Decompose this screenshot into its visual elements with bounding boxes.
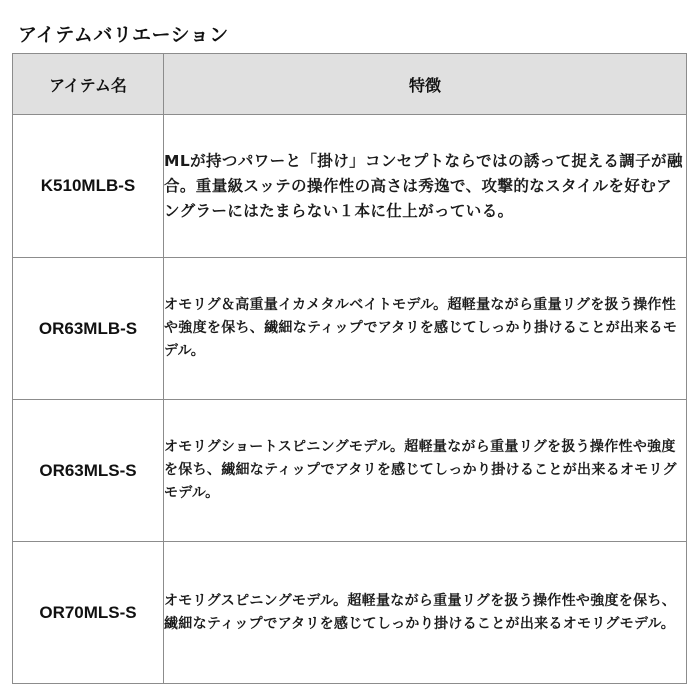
item-name-cell: OR70MLS-S xyxy=(13,542,164,684)
header-item-name: アイテム名 xyxy=(13,54,164,115)
item-feature-cell: オモリグ＆高重量イカメタルベイトモデル。超軽量ながら重量リグを扱う操作性や強度を保ち、繊細なティップでアタリを感じてしっかり掛けることが出来るモデル。 xyxy=(164,258,687,400)
header-feature: 特徴 xyxy=(164,54,687,115)
table-header-row xyxy=(13,54,687,115)
table-row xyxy=(13,115,687,258)
table-row xyxy=(13,400,687,542)
item-feature-cell: オモリグショートスピニングモデル。超軽量ながら重量リグを扱う操作性や強度を保ち、繊細なティップでアタリを感じてしっかり掛けることが出来るオモリグモデル。 xyxy=(164,400,687,542)
item-feature-cell: MLが持つパワーと「掛け」コンセプトならではの誘って捉える調子が融合。重量級スッテの操作性の高さは秀逸で、攻撃的なスタイルを好むアングラーにはたまらない１本に仕上がっている。 xyxy=(164,115,687,258)
item-variation-table xyxy=(12,53,687,684)
item-name-cell: K510MLB-S xyxy=(13,115,164,258)
table-row xyxy=(13,258,687,400)
item-feature-cell: オモリグスピニングモデル。超軽量ながら重量リグを扱う操作性や強度を保ち、繊細なティップでアタリを感じてしっかり掛けることが出来るオモリグモデル。 xyxy=(164,542,687,684)
table-row xyxy=(13,542,687,684)
item-name-cell: OR63MLS-S xyxy=(13,400,164,542)
item-name-cell: OR63MLB-S xyxy=(13,258,164,400)
section-title: アイテムバリエーション xyxy=(18,24,229,46)
